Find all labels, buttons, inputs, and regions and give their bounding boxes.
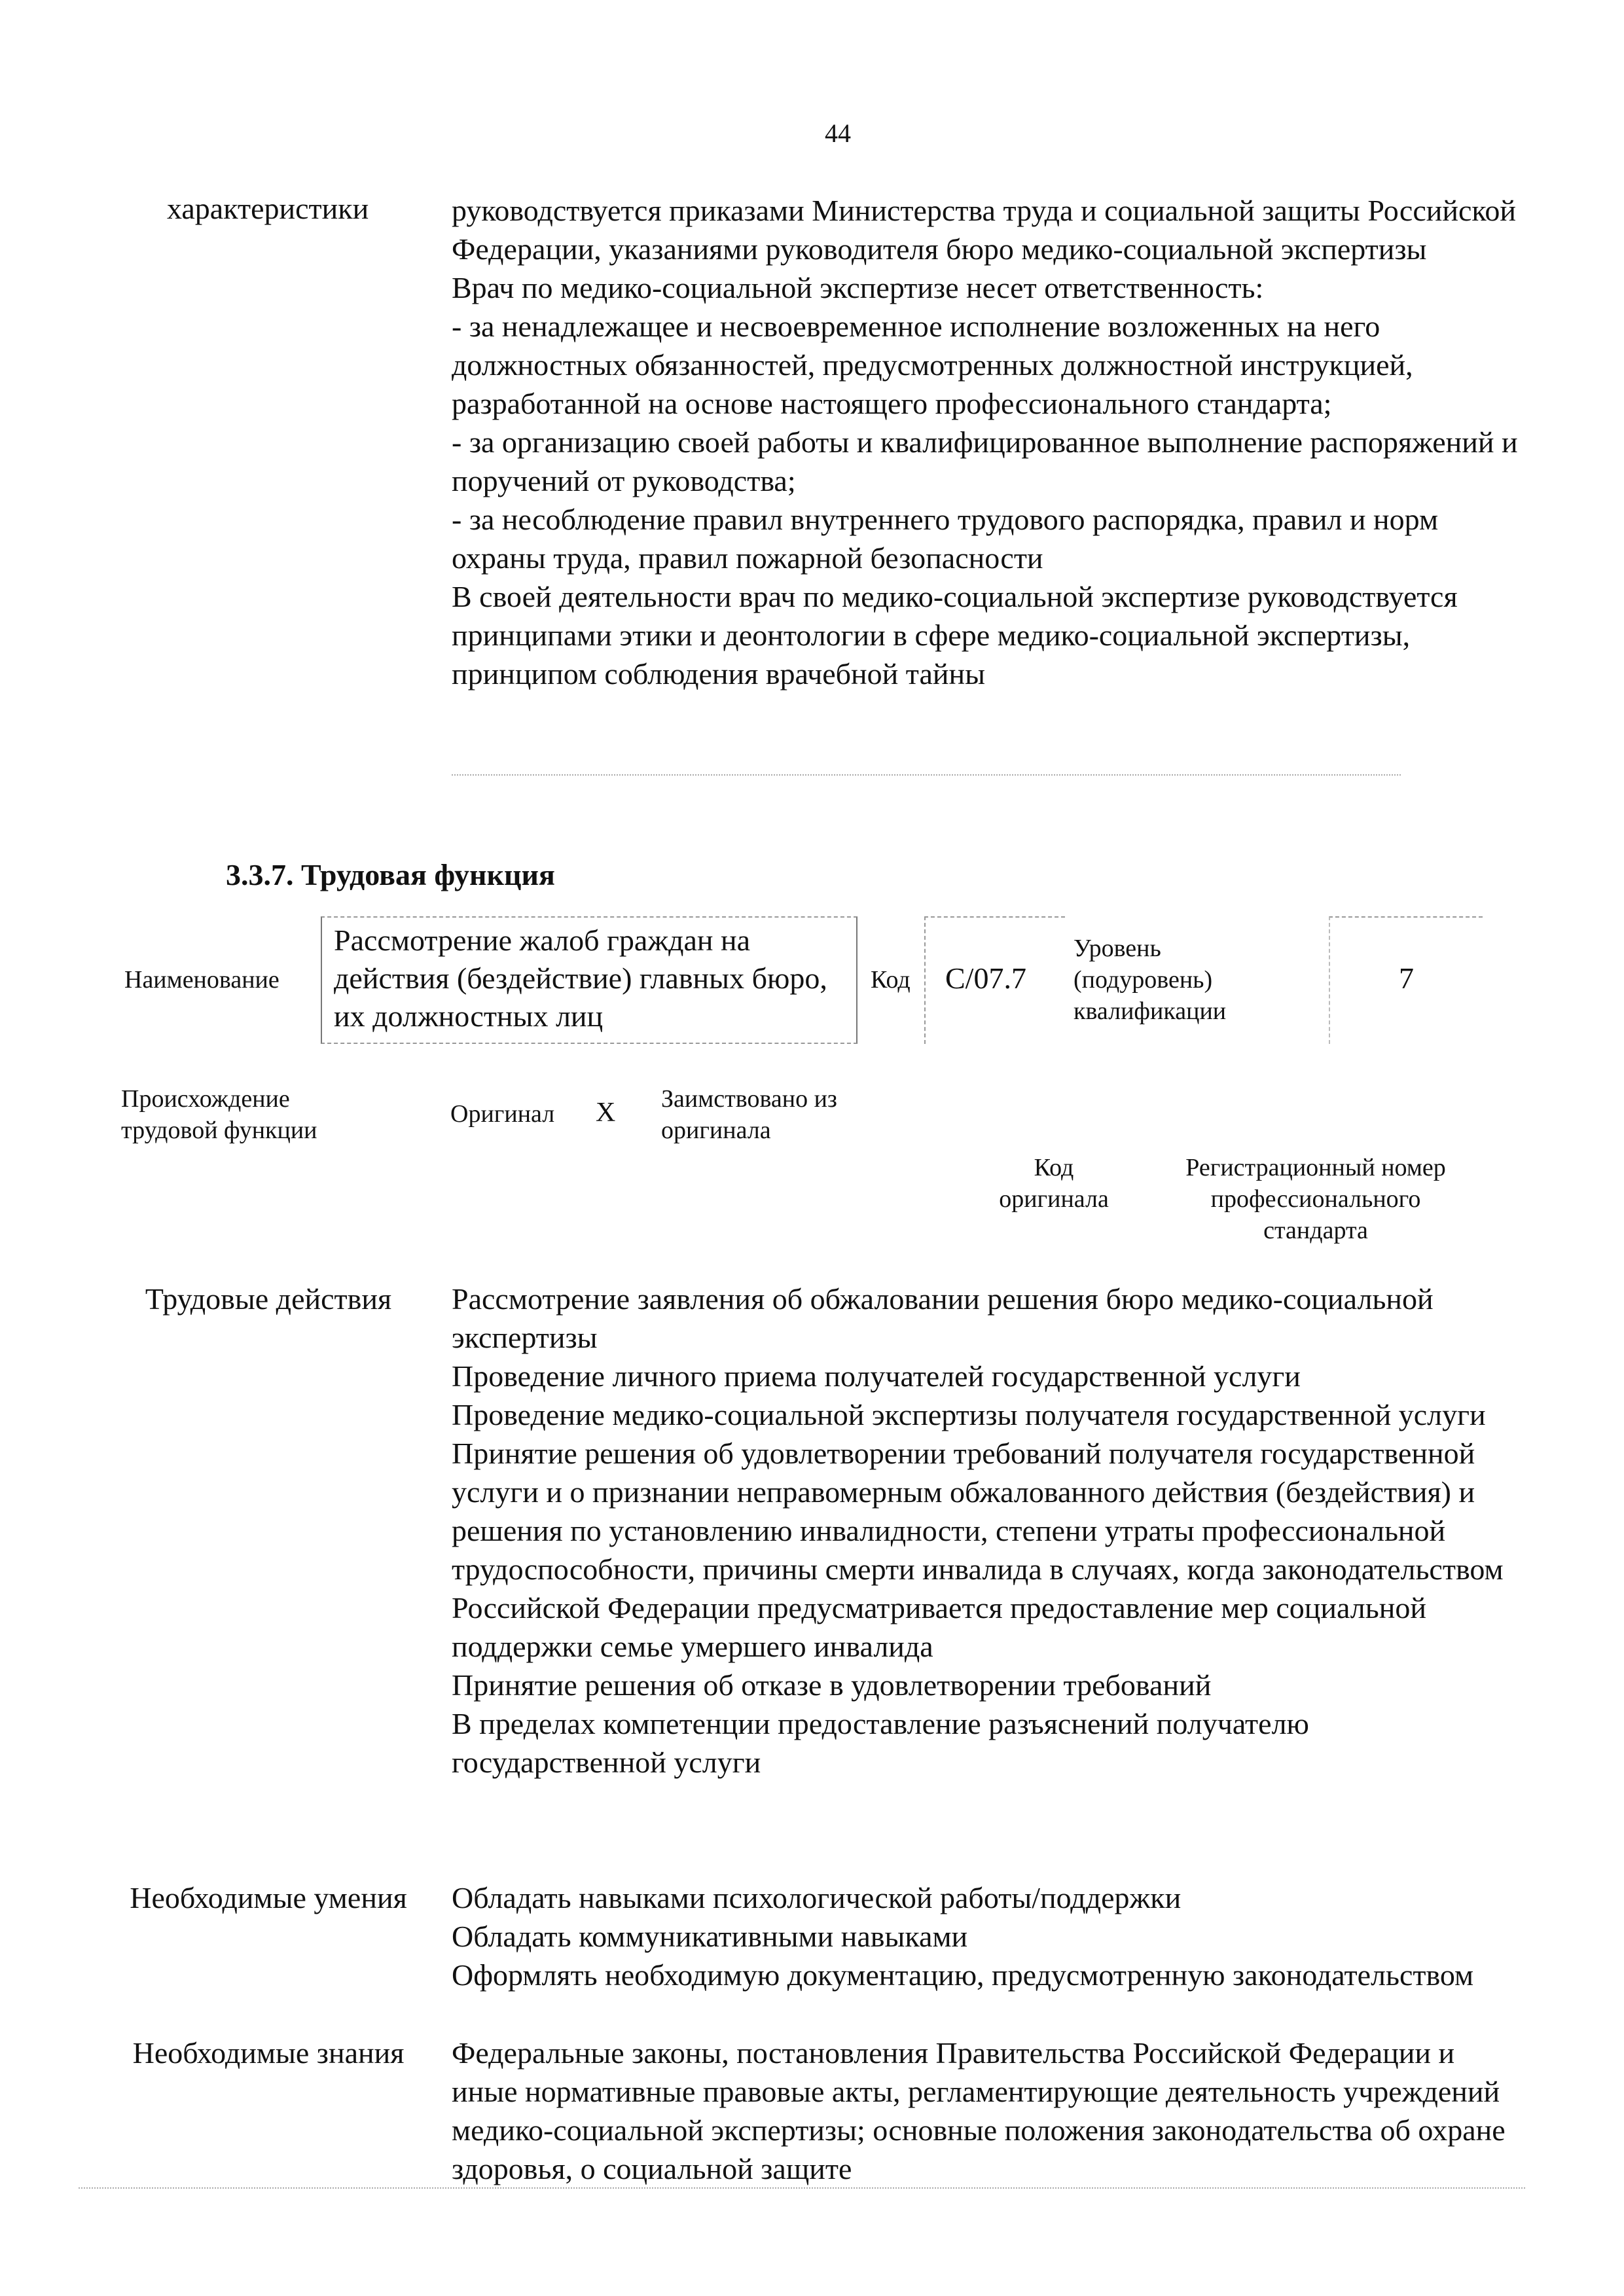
list-item: Федеральные законы, постановления Правительства Российской Федерации и иные нормативные правовые акты, регламентирующие деятельность учреждений медико-социальной экспертизы; основные положения законодательства об охране здоровья, о социальной защите: [452, 2036, 1506, 2185]
paragraph: В своей деятельности врач по медико-социальной экспертизе руководствуется принципами этики и деонтологии в сфере медико-социальной экспертизы, принципом соблюдения врачебной тайны: [452, 580, 1458, 691]
labor-actions-list: [452, 1280, 1525, 1782]
required-knowledge-list: [452, 2034, 1525, 2188]
origin-label: Происхождение трудовой функции: [121, 1085, 317, 1144]
section-heading: 3.3.7. Трудовая функция: [226, 858, 555, 891]
list-item: Обладать коммуникативными навыками: [452, 1920, 968, 1953]
function-name-label: Наименование: [124, 966, 280, 994]
list-item: В пределах компетенции предоставление разъяснений получателю государственной услуги: [452, 1707, 1309, 1779]
list-item: Рассмотрение заявления об обжаловании решения бюро медико-социальной экспертизы: [452, 1282, 1434, 1354]
list-item: Принятие решения об удовлетворении требований получателя государственной услуги и о признании неправомерным обжалованного действия (бездействия) и решения по установлению инвалидности, степени утраты профессиональной трудоспособности, причины смерти инвалида в случаях, когда законодательством Российской Федерации предусматривается предоставление мер социальной поддержки семье умершего инвалида: [452, 1437, 1504, 1663]
scan-line: [79, 2187, 1525, 2189]
function-name-box: [321, 916, 857, 1044]
continuation-label: характеристики: [167, 192, 369, 225]
paragraph: - за несоблюдение правил внутреннего трудового распорядка, правил и норм охраны труда, правил пожарной безопасности: [452, 503, 1439, 575]
reg-number-label: Регистрационный номер профессионального стандарта: [1185, 1154, 1446, 1244]
qualification-level-value: 7: [1399, 961, 1414, 995]
origin-original: Оригинал: [450, 1100, 555, 1128]
page-number: 44: [825, 118, 851, 148]
paragraph: руководствуется приказами Министерства труда и социальной защиты Российской Федерации, указаниями руководителя бюро медико-социальной экспертизы: [452, 194, 1517, 266]
list-item: Обладать навыками психологической работы/поддержки: [452, 1881, 1182, 1914]
paragraph: Врач по медико-социальной экспертизе несет ответственность:: [452, 271, 1264, 304]
required-skills-list: [452, 1878, 1525, 1994]
function-code-value: C/07.7: [945, 961, 1026, 995]
paragraph: - за организацию своей работы и квалифицированное выполнение распоряжений и поручений от руководства;: [452, 425, 1518, 497]
function-code-label: Код: [871, 966, 911, 994]
qualification-level-label: Уровень (подуровень) квалификации: [1074, 935, 1227, 1025]
labor-actions-label: Трудовые действия: [145, 1282, 392, 1316]
list-item: Проведение медико-социальной экспертизы получателя государственной услуги: [452, 1398, 1486, 1431]
qualification-level-box: [1329, 916, 1483, 1044]
required-knowledge-label: Необходимые знания: [132, 2036, 405, 2070]
list-item: Принятие решения об отказе в удовлетворении требований: [452, 1668, 1212, 1702]
origin-borrowed: Заимствовано из оригинала: [661, 1085, 837, 1144]
scan-line: [452, 774, 1401, 776]
function-code-box: [924, 916, 1065, 1044]
original-code-label: Код оригинала: [999, 1154, 1109, 1213]
continuation-body: [452, 191, 1525, 693]
paragraph: - за ненадлежащее и несвоевременное исполнение возложенных на него должностных обязанностей, предусмотренных должностной инструкцией, разработанной на основе настоящего профессионального стандарта;: [452, 310, 1413, 420]
function-name-value: Рассмотрение жалоб граждан на действия (бездействие) главных бюро, их должностных лиц: [334, 924, 827, 1033]
list-item: Оформлять необходимую документацию, предусмотренную законодательством: [452, 1958, 1474, 1992]
list-item: Проведение личного приема получателей государственной услуги: [452, 1359, 1301, 1393]
origin-mark: X: [596, 1098, 616, 1128]
required-skills-label: Необходимые умения: [130, 1881, 407, 1914]
